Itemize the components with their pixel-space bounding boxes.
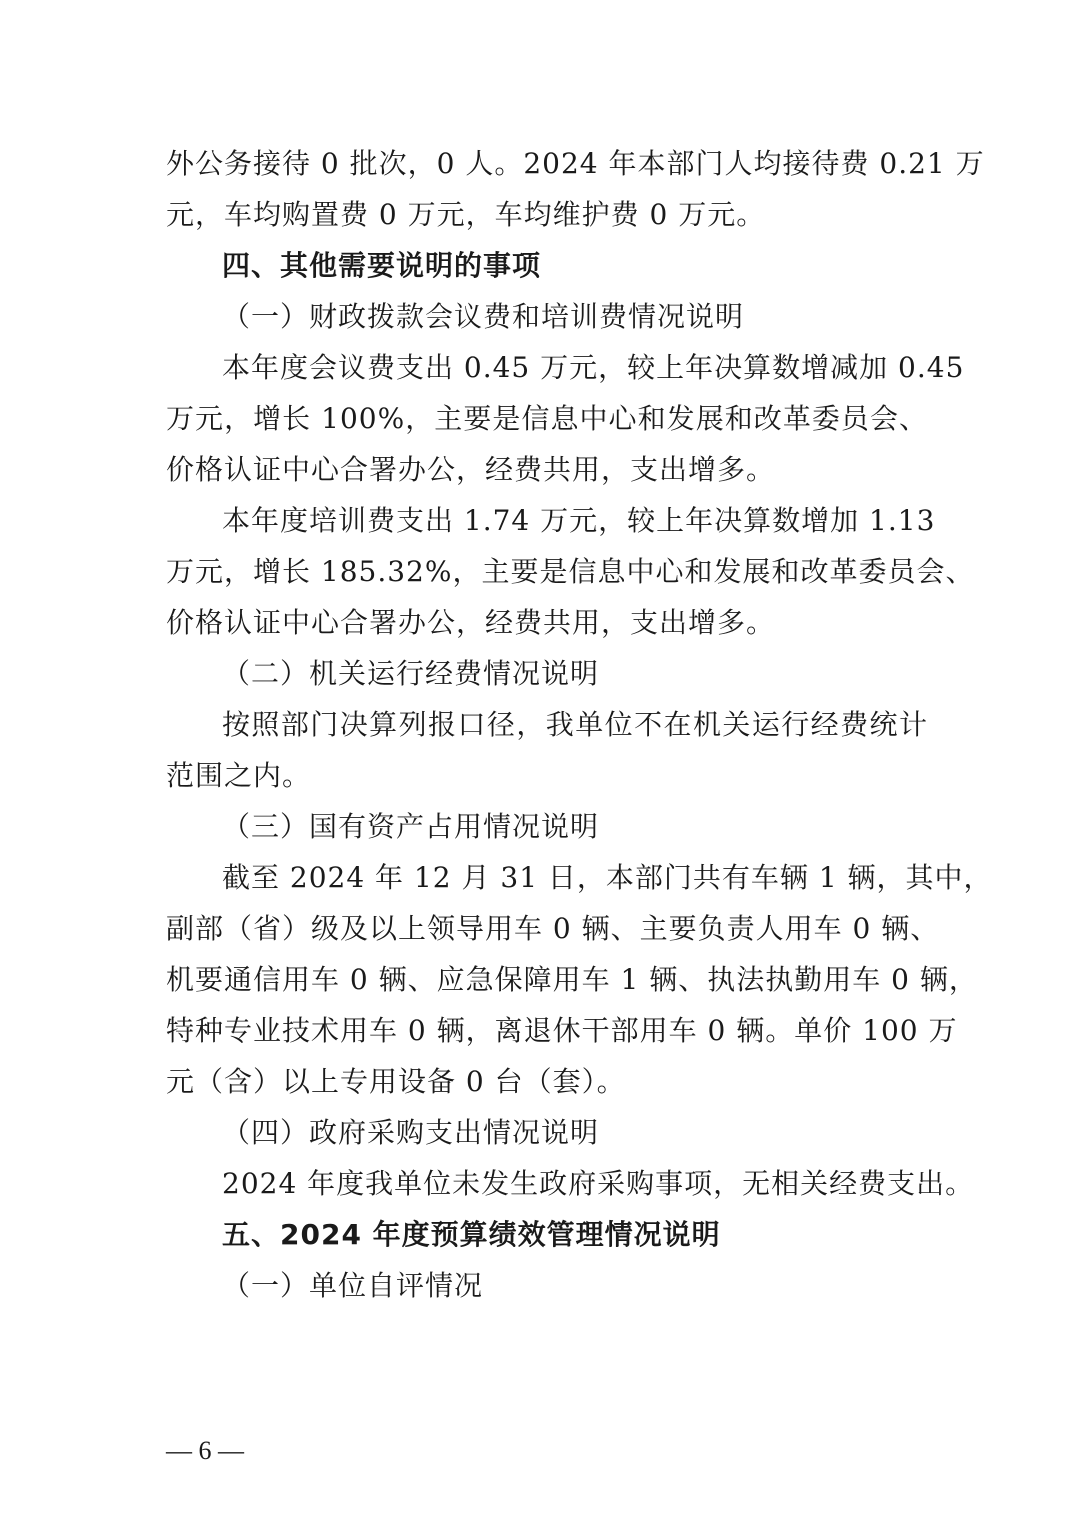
- paragraph-first-line: 按照部门决算列报口径，我单位不在机关运行经费统计: [222, 708, 928, 741]
- section-heading-4: 四、其他需要说明的事项: [222, 249, 542, 282]
- body-line: 元，车均购置费 0 万元，车均维护费 0 万元。: [166, 198, 766, 231]
- document-body: [166, 138, 993, 1311]
- paragraph-first-line: 截至 2024 年 12 月 31 日，本部门共有车辆 1 辆，其中，: [222, 861, 993, 894]
- subsection-heading: （一）财政拨款会议费和培训费情况说明: [222, 300, 745, 333]
- body-line: 价格认证中心合署办公，经费共用，支出增多。: [166, 606, 776, 639]
- body-line: 外公务接待 0 批次，0 人。2024 年本部门人均接待费 0.21 万: [166, 147, 985, 180]
- paragraph-first-line: 本年度会议费支出 0.45 万元，较上年决算数增减加 0.45: [222, 351, 965, 384]
- paragraph-first-line: 本年度培训费支出 1.74 万元，较上年决算数增加 1.13: [222, 504, 936, 537]
- body-line: 特种专业技术用车 0 辆，离退休干部用车 0 辆。单价 100 万: [166, 1014, 958, 1047]
- paragraph-first-line: 2024 年度我单位未发生政府采购事项，无相关经费支出。: [222, 1167, 975, 1200]
- body-line: 万元，增长 100%，主要是信息中心和发展和改革委员会、: [166, 402, 928, 435]
- page-number: — 6 —: [166, 1436, 244, 1465]
- subsection-heading: （三）国有资产占用情况说明: [222, 810, 600, 843]
- subsection-heading: （一）单位自评情况: [222, 1269, 484, 1302]
- subsection-heading: （四）政府采购支出情况说明: [222, 1116, 600, 1149]
- body-line: 副部（省）级及以上领导用车 0 辆、主要负责人用车 0 辆、: [166, 912, 940, 945]
- body-line: 万元，增长 185.32%，主要是信息中心和发展和改革委员会、: [166, 555, 975, 588]
- body-line: 范围之内。: [166, 759, 312, 792]
- body-line: 机要通信用车 0 辆、应急保障用车 1 辆、执法执勤用车 0 辆，: [166, 963, 978, 996]
- section-heading-5: 五、2024 年度预算绩效管理情况说明: [222, 1218, 721, 1251]
- body-line: 元（含）以上专用设备 0 台（套）。: [166, 1065, 626, 1098]
- body-line: 价格认证中心合署办公，经费共用，支出增多。: [166, 453, 776, 486]
- subsection-heading: （二）机关运行经费情况说明: [222, 657, 600, 690]
